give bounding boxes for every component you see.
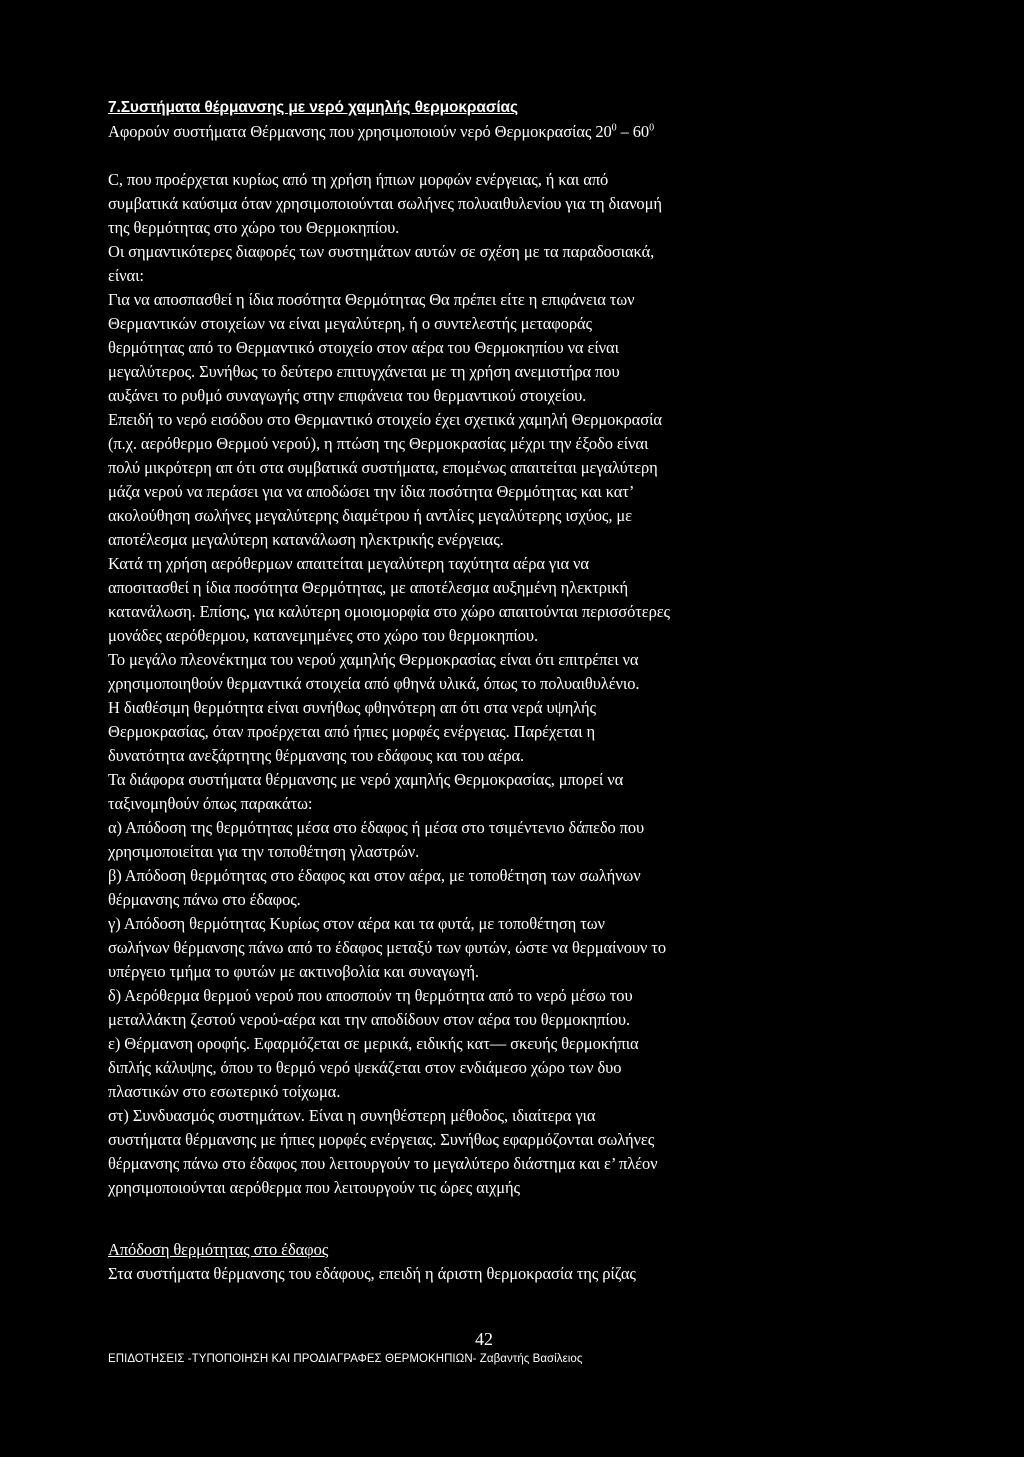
paragraph-line: στ) Συνδυασμός συστημάτων. Είναι η συνηθέστερη μέθοδος, ιδιαίτερα για (108, 1106, 596, 1125)
paragraph-line: της θερμότητας στο χώρο του Θερμοκηπίου. (108, 218, 400, 237)
paragraph-line: Κατά τη χρήση αερόθερμων απαιτείται μεγαλύτερη ταχύτητα αέρα για να (108, 554, 589, 573)
degree-superscript: 0 (649, 122, 654, 134)
paragraph-line: β) Απόδοση θερμότητας στο έδαφος και στον αέρα, με τοποθέτηση των σωλήνων (108, 866, 641, 885)
subheading: Απόδοση θερμότητας στο έδαφος (108, 1240, 329, 1259)
intro-line (108, 120, 868, 144)
paragraph-line: γ) Απόδοση θερμότητας Κυρίως στον αέρα και τα φυτά, με τοποθέτηση των (108, 914, 605, 933)
paragraph-line: αυξάνει το ρυθμό συναγωγής στην επιφάνεια του θερμαντικού στοιχείου. (108, 386, 587, 405)
paragraph-line: σωλήνων θέρμανσης πάνω από το έδαφος μεταξύ των φυτών, ώστε να θερμαίνουν το (108, 938, 666, 957)
paragraph-line: Το μεγάλο πλεονέκτημα του νερού χαμηλής Θερμοκρασίας είναι ότι επιτρέπει να (108, 650, 639, 669)
paragraph-line: Η διαθέσιμη θερμότητα είναι συνήθως φθηνότερη απ ότι στα νερά υψηλής (108, 698, 596, 717)
paragraph-line: πολύ μικρότερη απ ότι στα συμβατικά συστήματα, επομένως απαιτείται μεγαλύτερη (108, 458, 658, 477)
paragraph-line: αποσιτασθεί η ίδια ποσότητα Θερμότητας, με αποτέλεσμα αυξημένη ηλεκτρική (108, 578, 629, 597)
paragraph-line: θερμότητας από το Θερμαντικό στοιχείο στον αέρα του Θερμοκηπίου να είναι (108, 338, 619, 357)
paragraph-line: ακολούθηση σωλήνες μεγαλύτερης διαμέτρου ή αντλίες μεγαλύτερης ισχύος, με (108, 506, 632, 525)
paragraph-line: μεγαλύτερος. Συνήθως το δεύτερο επιτυγχάνεται με τη χρήση ανεμιστήρα που (108, 362, 620, 381)
paragraph-line: Για να αποσπασθεί η ίδια ποσότητα Θερμότητας Θα πρέπει είτε η επιφάνεια των (108, 290, 635, 309)
paragraph-line: Στα συστήματα θέρμανσης του εδάφους, επειδή η άριστη θερμοκρασία της ρίζας (108, 1264, 636, 1283)
paragraph-line: α) Απόδοση της θερμότητας μέσα στο έδαφος ή μέσα στο τσιμέντενιο δάπεδο που (108, 818, 645, 837)
paragraph-line: υπέργειο τμήμα το φυτών με ακτινοβολία και συναγωγή. (108, 962, 479, 981)
intro-dash: – 60 (616, 122, 650, 141)
degree-superscript: 0 (611, 122, 617, 134)
paragraph-line: είναι: (108, 266, 144, 285)
paragraph-line: κατανάλωση. Επίσης, για καλύτερη ομοιομορφία στο χώρο απαιτούνται περισσότερες (108, 602, 670, 621)
paragraph-line: δυνατότητα ανεξάρτητης θέρμανσης του εδάφους και του αέρα. (108, 746, 525, 765)
spacer (108, 144, 868, 168)
section-title: 7.Συστήματα θέρμανσης με νερό χαμηλής θερμοκρασίας (108, 99, 518, 116)
paragraph-line: Θερμοκρασίας, όταν προέρχεται από ήπιες μορφές ενέργειας. Παρέχεται η (108, 722, 595, 741)
paragraph-line: ταξινομηθούν όπως παρακάτω: (108, 794, 313, 813)
paragraph-line: Οι σημαντικότερες διαφορές των συστημάτων αυτών σε σχέση με τα παραδοσιακά, (108, 242, 655, 261)
paragraph-line: θέρμανσης πάνω στο έδαφος που λειτουργούν το μεγαλύτερο διάστημα και ε’ πλέον (108, 1154, 658, 1173)
paragraph-line: C, που προέρχεται κυρίως από τη χρήση ήπιων μορφών ενέργειας, ή και από (108, 170, 609, 189)
paragraph-line: μεταλλάκτη ζεστού νερού-αέρα και την αποδίδουν στον αέρα του θερμοκηπίου. (108, 1010, 631, 1029)
paragraph-line: συμβατικά καύσιμα όταν χρησιμοποιούνται σωλήνες πολυαιθυλενίου για τη διανομή (108, 194, 662, 213)
paragraph-line: μονάδες αερόθερμου, κατανεμημένες στο χώρο του θερμοκηπίου. (108, 626, 539, 645)
paragraph-line: (π.χ. αερόθερμο Θερμού νερού), η πτώση της Θερμοκρασίας μέχρι την έξοδο είναι (108, 434, 649, 453)
paragraph-line: ε) Θέρμανση οροφής. Εφαρμόζεται σε μερικά, ειδικής κατ— σκευής θερμοκήπια (108, 1034, 639, 1053)
paragraph-line: διπλής κάλυψης, όπου το θερμό νερό ψεκάζεται στον ενδιάμεσο χώρο των δυο (108, 1058, 622, 1077)
paragraph-line: χρησιμοποιηθούν θερμαντικά στοιχεία από φθηνά υλικά, όπως το πολυαιθυλένιο. (108, 674, 640, 693)
page-footer: ΕΠΙΔΟΤΗΣΕΙΣ -ΤΥΠΟΠΟΙΗΣΗ ΚΑΙ ΠΡΟΔΙΑΓΡΑΦΕΣ ΘΕΡΜΟΚΗΠΙΩΝ- Ζαβαντής Βασίλειος (108, 1353, 583, 1365)
paragraph-line: Θερμαντικών στοιχείων να είναι μεγαλύτερη, ή ο συντελεστής μεταφοράς (108, 314, 592, 333)
paragraph-line: χρησιμοποιείται για την τοποθέτηση γλαστρών. (108, 842, 420, 861)
paragraph-line: δ) Αερόθερμα θερμού νερού που αποσπούν τη θερμότητα από το νερό μέσω του (108, 986, 633, 1005)
paragraph-line: συστήματα θέρμανσης με ήπιες μορφές ενέργειας. Συνήθως εφαρμόζονται σωλήνες (108, 1130, 655, 1149)
paragraph-line: Τα διάφορα συστήματα θέρμανσης με νερό χαμηλής Θερμοκρασίας, μπορεί να (108, 770, 624, 789)
intro-text: Αφορούν συστήματα Θέρμανσης που χρησιμοποιούν νερό Θερμοκρασίας 20 (108, 122, 612, 141)
paragraph-line: θέρμανσης πάνω στο έδαφος. (108, 890, 301, 909)
paragraph-line: χρησιμοποιούνται αερόθερμα που λειτουργούν τις ώρες αιχμής (108, 1178, 520, 1197)
paragraph-line: πλαστικών στο εσωτερικό τοίχωμα. (108, 1082, 341, 1101)
body-text (108, 168, 868, 1200)
paragraph-line: μάζα νερού να περάσει για να αποδώσει την ίδια ποσότητα Θερμότητας και κατ’ (108, 482, 635, 501)
paragraph-line: Επειδή το νερό εισόδου στο Θερμαντικό στοιχείο έχει σχετικά χαμηλή Θερμοκρασία (108, 410, 662, 429)
page-number: 42 (475, 1329, 493, 1349)
document-page (108, 96, 868, 1286)
paragraph-line: αποτέλεσμα μεγαλύτερη κατανάλωση ηλεκτρικής ενέργειας. (108, 530, 504, 549)
